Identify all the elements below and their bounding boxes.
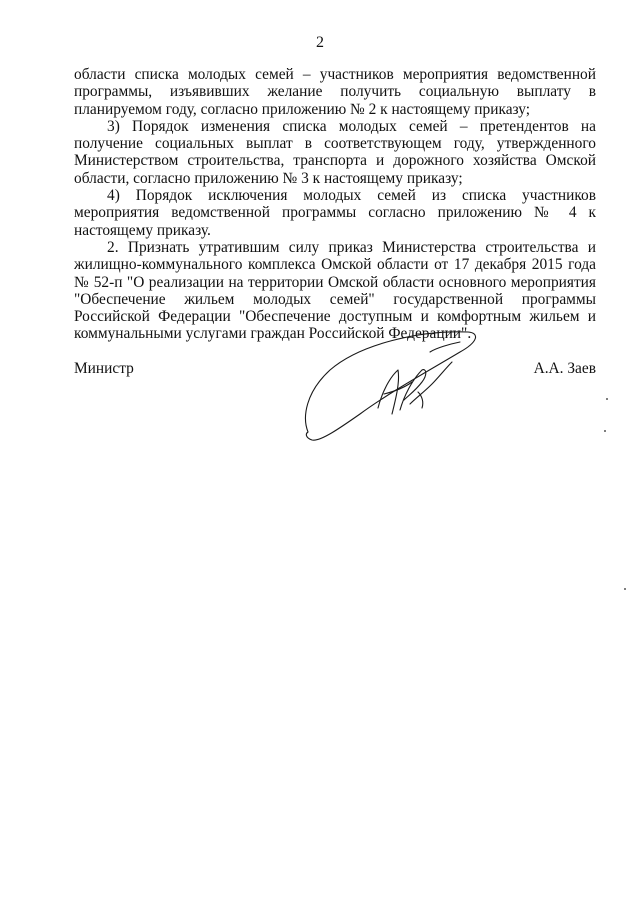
scan-speck — [604, 430, 606, 432]
paragraph-point-2: 2. Признать утратившим силу приказ Министерства строительства и жилищно-коммунального комплекса Омской области от 17 декабря 2015 года № 52-п "О реализации на территории Омской области основного мероприятия "Обеспечение жильем молодых семей" государственной программы Российской Федерации "Обеспечение доступным и комфортным жильем и коммунальными услугами граждан Российской Федерации". — [74, 238, 596, 343]
paragraph-item-4: 4) Порядок исключения молодых семей из списка участников мероприятия ведомственной программы согласно приложению № 4 к настоящему приказу. — [74, 187, 596, 239]
position-title: Министр — [74, 360, 134, 377]
paragraph-item-3: 3) Порядок изменения списка молодых семей – претендентов на получение социальных выплат в соответствующем году, утвержденного Министерством строительства, транспорта и дорожного хозяйства Омской области, согласно приложению № 3 к настоящему приказу; — [74, 117, 596, 187]
page-number: 2 — [316, 34, 324, 51]
scan-speck — [606, 398, 608, 400]
handwritten-signature — [300, 322, 490, 457]
paragraph-continuation: области списка молодых семей – участников мероприятия ведомственной программы, изъявивших желание получить социальную выплату в планируемом году, согласно приложению № 2 к настоящему приказу; — [74, 66, 596, 118]
signer-name: А.А. Заев — [533, 360, 596, 377]
scan-speck — [624, 588, 626, 590]
document-body — [74, 66, 596, 343]
